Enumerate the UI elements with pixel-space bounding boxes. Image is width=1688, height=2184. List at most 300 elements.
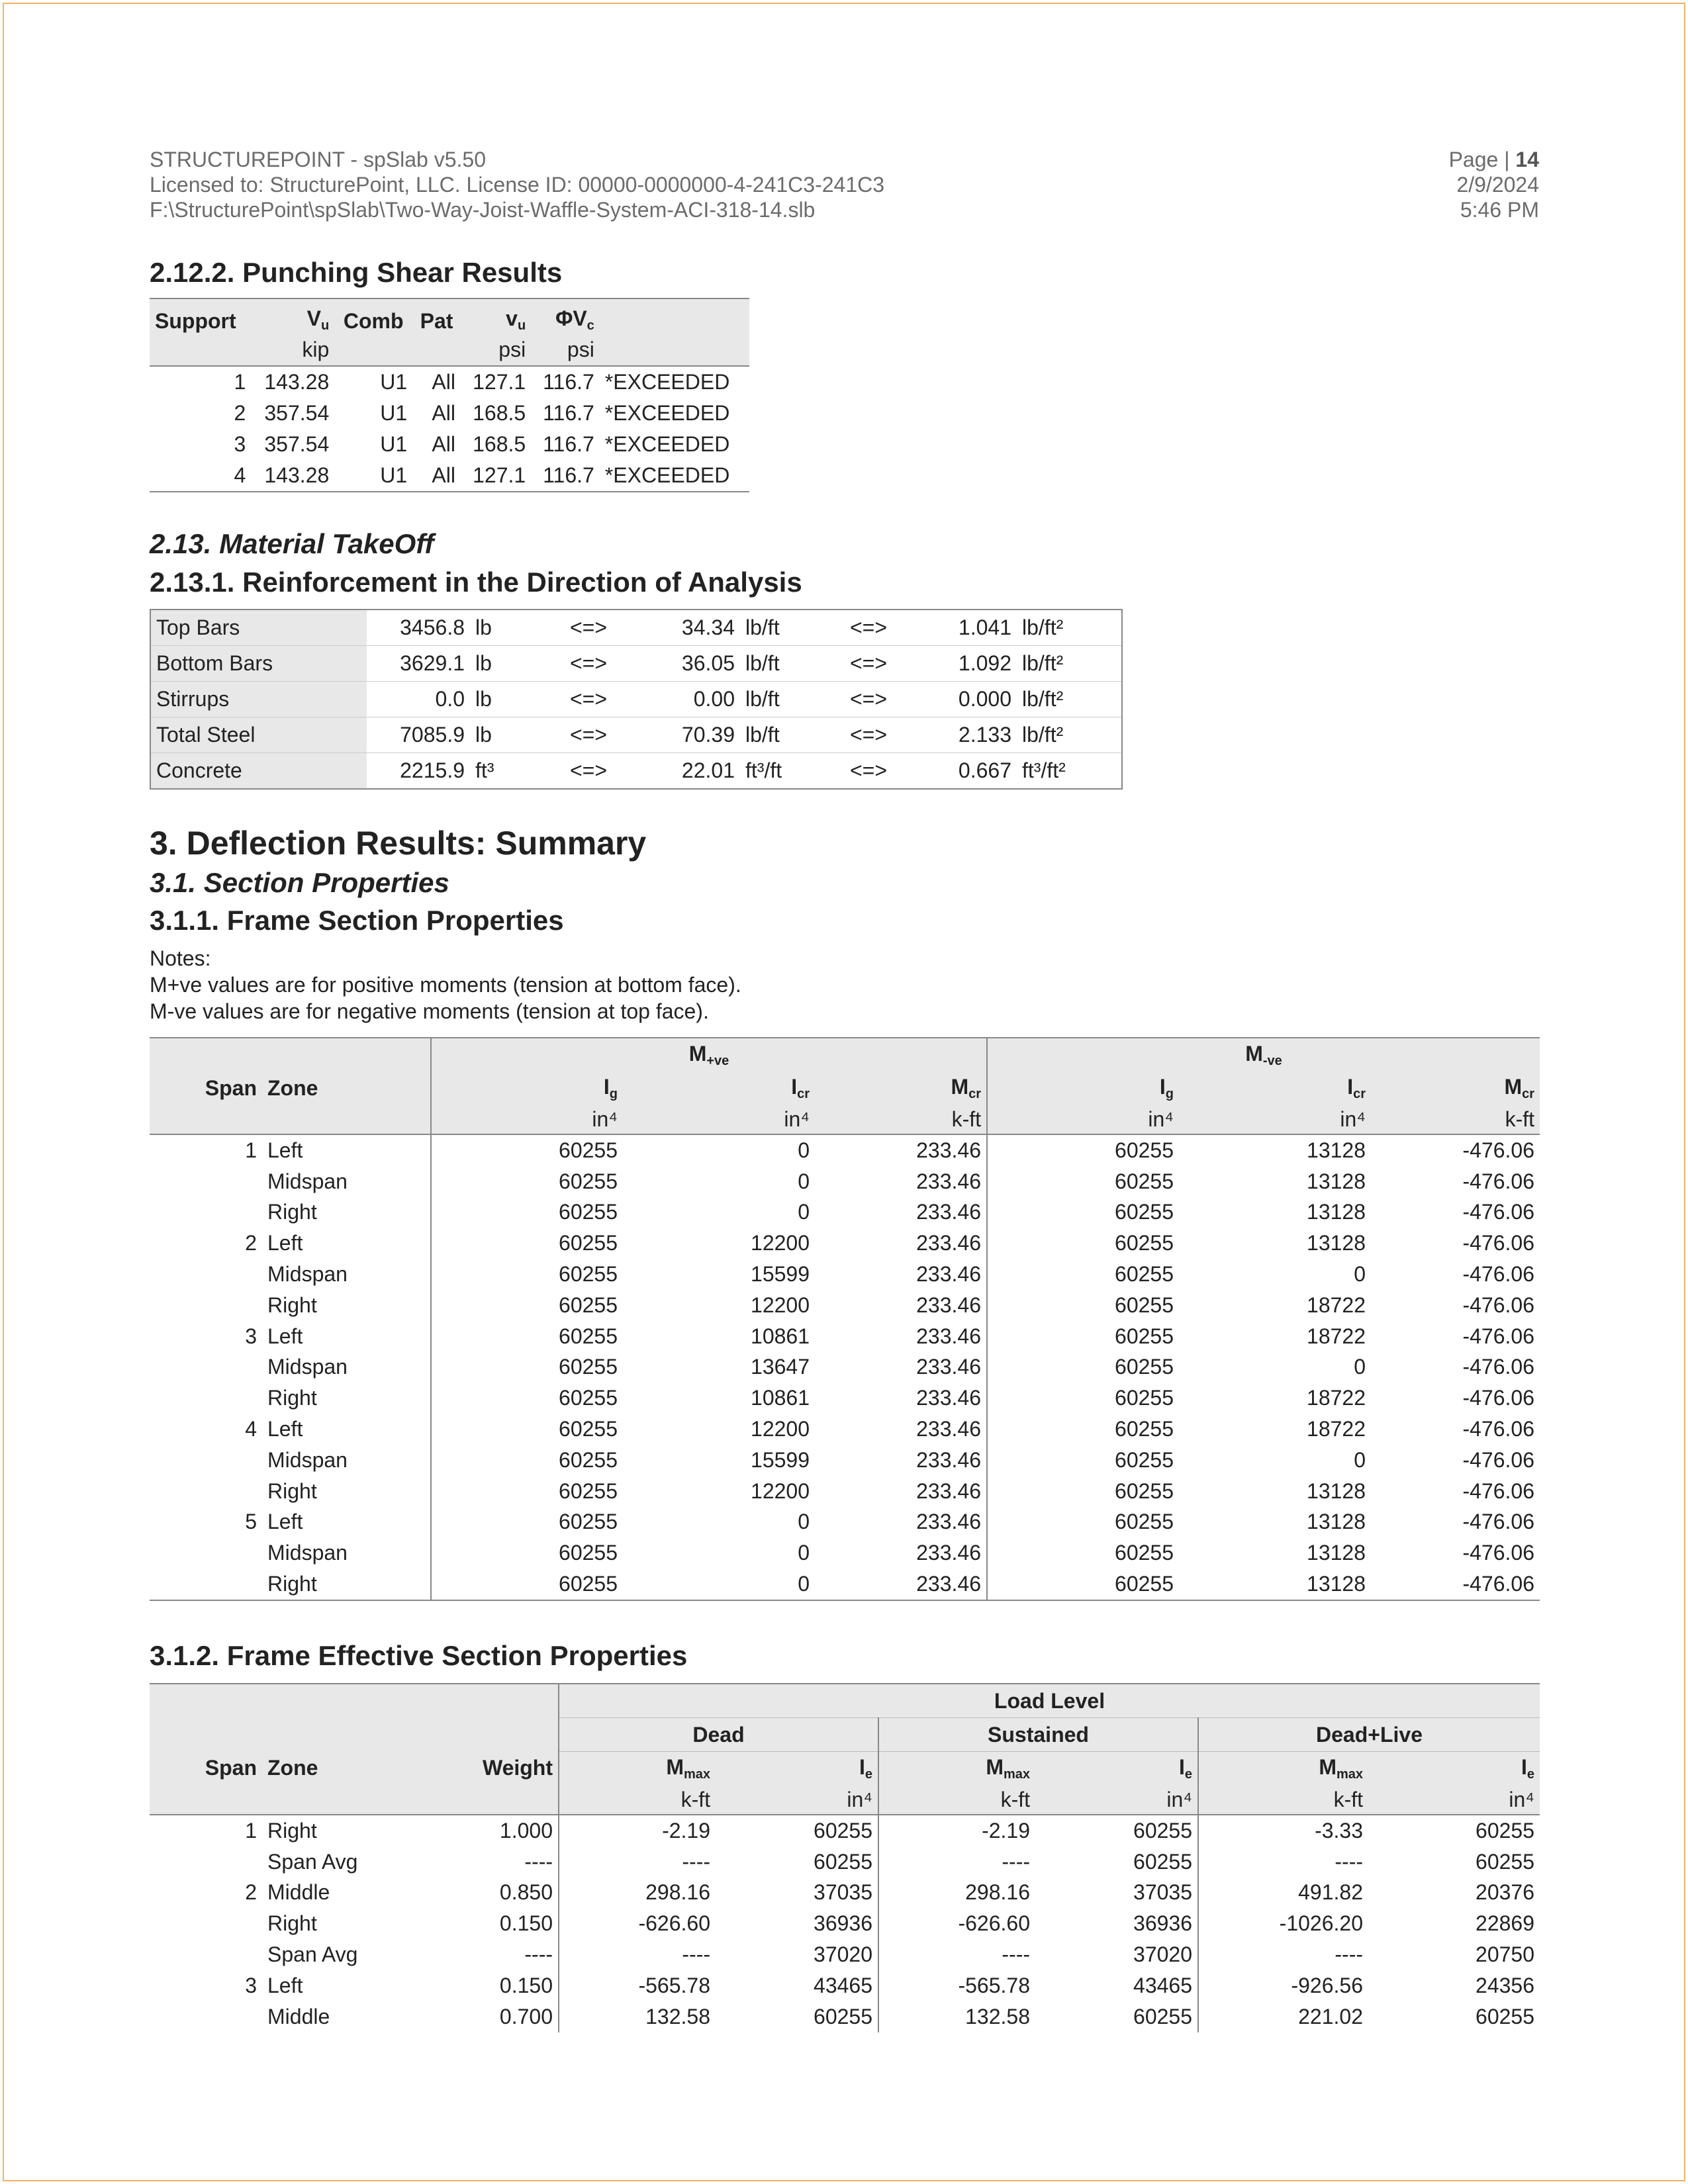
mcr-neg-cell: -476.06: [1371, 1569, 1540, 1600]
deadlive-ie-cell: 60255: [1476, 1818, 1534, 1843]
table-row: [150, 1383, 1540, 1414]
ig-pos-cell: 60255: [431, 1569, 623, 1600]
vu-cell: 143.28: [251, 460, 334, 492]
icr-pos-cell: 12200: [751, 1293, 810, 1317]
ig-neg-cell: 60255: [987, 1259, 1179, 1290]
zone-cell: Right: [267, 1818, 317, 1843]
note-negative: M-ve values are for negative moments (tension at top face).: [150, 999, 709, 1023]
span-cell: 5: [245, 1510, 257, 1534]
table-row: [150, 1352, 1540, 1383]
zone-cell: Midspan: [267, 1447, 348, 1472]
icr-pos-cell: 10861: [751, 1386, 810, 1410]
per-area-unit: ft³/ft²: [1017, 753, 1122, 790]
weight-cell: ----: [524, 1849, 553, 1874]
icr-neg-cell: 18722: [1307, 1417, 1366, 1441]
per-area-value: 2.133: [900, 717, 1017, 753]
table-row: [150, 646, 1122, 682]
span-cell: 2: [245, 1880, 257, 1905]
support-cell: 1: [234, 370, 246, 394]
mcr-pos-cell: 233.46: [916, 1417, 981, 1441]
page-number: 14: [1515, 148, 1539, 171]
table-row: [150, 753, 1122, 790]
unit-in4: in⁴: [1368, 1785, 1540, 1815]
ig-pos-cell: 60255: [431, 1352, 623, 1383]
notes-label: Notes:: [150, 946, 211, 970]
ig-neg-cell: 60255: [987, 1228, 1179, 1259]
span-cell: [150, 1476, 262, 1507]
report-date: 2/9/2024: [1456, 173, 1539, 197]
ig-neg-cell: 60255: [987, 1476, 1179, 1507]
ig-pos-cell: 60255: [431, 1197, 623, 1228]
dead-mmax-cell: -626.60: [559, 1908, 716, 1939]
mcr-neg-cell: -476.06: [1462, 1447, 1534, 1472]
per-length-value: 0.00: [624, 682, 740, 717]
weight-cell: ----: [524, 1942, 553, 1967]
comb-cell: U1: [334, 460, 412, 492]
punching-shear-title: 2.12.2. Punching Shear Results: [150, 257, 563, 288]
sustained-mmax-cell: ----: [878, 1846, 1035, 1878]
col-zone: Zone: [262, 1752, 404, 1786]
mpos-group: $M_{+ve}$: [431, 1038, 987, 1071]
punching-shear-table: [150, 298, 749, 492]
ig-neg-cell: 60255: [987, 1537, 1179, 1569]
span-cell: [150, 1259, 262, 1290]
vus-cell: 127.1: [473, 370, 526, 394]
mcr-pos-cell: 233.46: [916, 1324, 981, 1348]
status-cell: *EXCEEDED: [604, 432, 730, 456]
status-cell: *EXCEEDED: [600, 460, 749, 492]
equivalence-arrow: <=>: [553, 682, 624, 717]
icr-pos-cell: 0: [798, 1200, 810, 1224]
weight-cell: 0.150: [499, 1973, 553, 1997]
deadlive-mmax-cell: -926.56: [1198, 1970, 1368, 2001]
weight-cell: 1.000: [499, 1818, 553, 1843]
ig-pos-cell: 60255: [431, 1476, 623, 1507]
unit-kft: k-ft: [559, 1785, 716, 1815]
mcr-pos-cell: 233.46: [916, 1169, 981, 1193]
deflection-title: 3. Deflection Results: Summary: [150, 825, 647, 862]
mcr-neg-cell: -476.06: [1462, 1200, 1534, 1224]
dead-ie-cell: 36936: [814, 1911, 872, 1936]
zone-cell: Span Avg: [267, 1849, 358, 1874]
software-line: STRUCTUREPOINT - spSlab v5.50: [150, 148, 486, 171]
page-label: Page |: [1448, 148, 1516, 171]
icr-pos-cell: 0: [798, 1169, 810, 1193]
icr-neg-cell: 13128: [1307, 1138, 1366, 1162]
zone-cell: Midspan: [267, 1169, 348, 1193]
zone-cell: Right: [267, 1911, 317, 1936]
deadlive-ie-cell: 20376: [1476, 1880, 1534, 1905]
zone-cell: Left: [267, 1138, 303, 1162]
zone-cell: Right: [267, 1293, 317, 1317]
ig-pos-cell: 60255: [431, 1166, 623, 1197]
ig-pos-cell: 60255: [431, 1445, 623, 1476]
sustained-mmax-cell: 132.58: [878, 2001, 1035, 2032]
unit-kft: k-ft: [1371, 1105, 1540, 1134]
pat-cell: All: [412, 460, 461, 492]
icr-pos-cell: 13647: [751, 1355, 810, 1379]
zone-cell: Left: [267, 1510, 303, 1534]
mcr-neg-cell: -476.06: [1462, 1231, 1534, 1255]
section-properties-title: 3.1. Section Properties: [150, 867, 449, 898]
per-length-unit: ft³/ft: [740, 753, 837, 790]
col-comb: Comb: [334, 298, 412, 335]
table-row: [150, 1569, 1540, 1600]
span-cell: [150, 1569, 262, 1600]
sustained-ie-cell: 37035: [1133, 1880, 1192, 1905]
dead-mmax-cell: -565.78: [559, 1970, 716, 2001]
ig-neg-cell: 60255: [987, 1166, 1179, 1197]
unit-in4: in⁴: [716, 1785, 878, 1815]
notes: [150, 945, 741, 1024]
zone-cell: Right: [262, 1569, 431, 1600]
ig-pos-cell: 60255: [431, 1414, 623, 1445]
per-area-unit: lb/ft²: [1017, 717, 1122, 753]
dead-mmax-cell: -2.19: [559, 1815, 716, 1846]
col-weight: Weight: [404, 1752, 559, 1786]
phivc-cell: 116.7: [543, 432, 594, 456]
weight-cell: 0.700: [499, 2004, 553, 2028]
total-value: 0.0: [367, 682, 470, 717]
zone-cell: Right: [267, 1479, 317, 1503]
equivalence-arrow: <=>: [553, 753, 624, 790]
unit-in4: in⁴: [623, 1105, 815, 1134]
mcr-neg-cell: -476.06: [1462, 1355, 1534, 1379]
sustained-mmax-cell: 298.16: [878, 1878, 1035, 1909]
sustained-ie-cell: 43465: [1133, 1973, 1192, 1997]
span-cell: [150, 1846, 262, 1878]
zone-cell: Left: [267, 1231, 303, 1255]
ig-neg-cell: 60255: [987, 1507, 1179, 1538]
deadlive-mmax-cell: ----: [1198, 1939, 1368, 1970]
ig-neg-cell: 60255: [987, 1134, 1179, 1166]
ig-neg-cell: 60255: [987, 1414, 1179, 1445]
table-row: [150, 1228, 1540, 1259]
mcr-neg-cell: -476.06: [1462, 1386, 1534, 1410]
per-length-unit: lb/ft: [740, 610, 837, 646]
table-row: [150, 1166, 1540, 1197]
table-row: [150, 1445, 1540, 1476]
ig-pos-cell: 60255: [431, 1321, 623, 1352]
material-name: Concrete: [150, 753, 367, 790]
col-vus: $v_u$: [461, 298, 531, 335]
sustained-ie-cell: 36936: [1133, 1911, 1192, 1936]
span-cell: [150, 1166, 262, 1197]
phivc-cell: 116.7: [531, 460, 600, 492]
span-cell: [150, 1908, 262, 1939]
table-row: [150, 1134, 1540, 1166]
col-vu: $V_u$: [251, 298, 334, 335]
col-mmax: $M_{max}$: [1198, 1752, 1368, 1786]
table-row: [150, 398, 749, 429]
per-length-unit: lb/ft: [740, 682, 837, 717]
page-number-line: [1449, 147, 1539, 172]
unit-in4: in⁴: [1035, 1785, 1198, 1815]
total-value: 3456.8: [367, 610, 470, 646]
zone-cell: Left: [267, 1417, 303, 1441]
per-length-value: 70.39: [624, 717, 740, 753]
sustained-mmax-cell: ----: [878, 1939, 1035, 1970]
icr-pos-cell: 12200: [751, 1479, 810, 1503]
col-status: [600, 298, 749, 335]
unit-kft: k-ft: [1198, 1785, 1368, 1815]
col-phivc: $\Phi V_c$: [531, 298, 600, 335]
dead-ie-cell: 43465: [814, 1973, 872, 1997]
ig-neg-cell: 60255: [987, 1383, 1179, 1414]
mcr-neg-cell: -476.06: [1462, 1479, 1534, 1503]
icr-pos-cell: 0: [798, 1510, 810, 1534]
dead-mmax-cell: ----: [559, 1846, 716, 1878]
mcr-pos-cell: 233.46: [916, 1262, 981, 1287]
total-unit: lb: [470, 682, 553, 717]
per-length-unit: lb/ft: [740, 717, 837, 753]
page-info: [1449, 147, 1539, 222]
table-row: [150, 460, 749, 492]
per-area-value: 1.092: [900, 646, 1017, 682]
table-row: [150, 1259, 1540, 1290]
equivalence-arrow: <=>: [553, 610, 624, 646]
material-name: Top Bars: [150, 610, 367, 646]
col-ie: $I_e$: [1035, 1752, 1198, 1786]
table-row: [150, 1321, 1540, 1352]
sustained-ie-cell: 60255: [1133, 1849, 1192, 1874]
col-span: Span: [150, 1752, 262, 1786]
vu-cell: 357.54: [264, 432, 330, 456]
ig-pos-cell: 60255: [431, 1134, 623, 1166]
deadlive-mmax-cell: -3.33: [1198, 1815, 1368, 1846]
material-takeoff-title: 2.13. Material TakeOff: [150, 528, 434, 559]
table-row: [150, 1476, 1540, 1507]
table-row: [150, 1908, 1540, 1939]
col-icr: $I_{cr}$: [1179, 1071, 1371, 1105]
total-unit: ft³: [470, 753, 553, 790]
sustained-header: Sustained: [878, 1718, 1198, 1752]
unit-in4: in⁴: [431, 1105, 623, 1134]
col-zone: Zone: [262, 1071, 431, 1105]
dead-ie-cell: 60255: [814, 1849, 872, 1874]
zone-cell: Right: [267, 1386, 317, 1410]
status-cell: *EXCEEDED: [604, 401, 730, 425]
total-value: 7085.9: [367, 717, 470, 753]
ig-neg-cell: 60255: [987, 1445, 1179, 1476]
ig-pos-cell: 60255: [431, 1507, 623, 1538]
total-value: 3629.1: [367, 646, 470, 682]
span-cell: 3: [245, 1324, 257, 1348]
comb-cell: U1: [380, 370, 408, 394]
dead-header: Dead: [559, 1718, 878, 1752]
icr-pos-cell: 12200: [751, 1417, 810, 1441]
vus-cell: 168.5: [473, 401, 526, 425]
deadlive-ie-cell: 60255: [1476, 1849, 1534, 1874]
unit-kip: kip: [251, 335, 334, 366]
sustained-ie-cell: 60255: [1133, 2004, 1192, 2028]
ig-pos-cell: 60255: [431, 1228, 623, 1259]
pat-cell: All: [432, 432, 455, 456]
equivalence-arrow: <=>: [837, 682, 900, 717]
mcr-neg-cell: -476.06: [1462, 1417, 1534, 1441]
mcr-pos-cell: 233.46: [916, 1355, 981, 1379]
span-cell: [150, 1939, 262, 1970]
icr-pos-cell: 0: [798, 1541, 810, 1565]
table-row: [150, 366, 749, 398]
vus-cell: 127.1: [461, 460, 531, 492]
table-row: [150, 1815, 1540, 1846]
mcr-pos-cell: 233.46: [916, 1541, 981, 1565]
col-mcr: $M_{cr}$: [1371, 1071, 1540, 1105]
mcr-pos-cell: 233.46: [916, 1293, 981, 1317]
table-row: [150, 2001, 1540, 2032]
span-cell: [150, 1537, 262, 1569]
ig-pos-cell: 60255: [431, 1383, 623, 1414]
col-ig: $I_g$: [987, 1071, 1179, 1105]
icr-neg-cell: 13128: [1307, 1510, 1366, 1534]
zone-cell: Right: [267, 1200, 317, 1224]
icr-pos-cell: 12200: [751, 1231, 810, 1255]
support-cell: 4: [150, 460, 251, 492]
icr-neg-cell: 18722: [1307, 1293, 1366, 1317]
icr-pos-cell: 0: [798, 1138, 810, 1162]
table-row: [150, 1507, 1540, 1538]
ig-neg-cell: 60255: [987, 1290, 1179, 1321]
zone-cell: Left: [267, 1324, 303, 1348]
col-ie: $I_e$: [716, 1752, 878, 1786]
deadlive-mmax-cell: 491.82: [1198, 1878, 1368, 1909]
zone-cell: Midspan: [267, 1262, 348, 1287]
dead-live-header: Dead+Live: [1198, 1718, 1540, 1752]
span-cell: 1: [245, 1138, 257, 1162]
span-cell: 2: [245, 1231, 257, 1255]
per-area-unit: lb/ft²: [1017, 646, 1122, 682]
per-length-value: 36.05: [624, 646, 740, 682]
frame-effective-title: 3.1.2. Frame Effective Section Properties: [150, 1640, 688, 1671]
zone-cell: Midspan: [267, 1355, 348, 1379]
mcr-neg-cell: -476.06: [1462, 1510, 1534, 1534]
material-name: Total Steel: [150, 717, 367, 753]
table-row: [150, 1878, 1540, 1909]
per-length-value: 34.34: [624, 610, 740, 646]
span-cell: 4: [245, 1417, 257, 1441]
dead-ie-cell: 60255: [814, 1818, 872, 1843]
icr-neg-cell: 18722: [1307, 1324, 1366, 1348]
span-cell: [150, 1383, 262, 1414]
phivc-cell: 116.7: [543, 370, 594, 394]
frame-effective-properties-table: [150, 1683, 1540, 2032]
col-ie: $I_e$: [1368, 1752, 1540, 1786]
dead-ie-cell: 37020: [814, 1942, 872, 1967]
ig-neg-cell: 60255: [987, 1321, 1179, 1352]
per-length-value: 22.01: [624, 753, 740, 790]
unit-kft: k-ft: [878, 1785, 1035, 1815]
col-icr: $I_{cr}$: [623, 1071, 815, 1105]
mcr-neg-cell: -476.06: [1462, 1262, 1534, 1287]
mcr-neg-cell: -476.06: [1462, 1541, 1534, 1565]
vu-cell: 357.54: [264, 401, 330, 425]
mcr-neg-cell: -476.06: [1462, 1293, 1534, 1317]
sustained-mmax-cell: -565.78: [878, 1970, 1035, 2001]
deadlive-mmax-cell: 221.02: [1198, 2001, 1368, 2032]
equivalence-arrow: <=>: [553, 717, 624, 753]
icr-neg-cell: 13128: [1307, 1200, 1366, 1224]
table-row: [150, 1939, 1540, 1970]
per-area-unit: lb/ft²: [1017, 682, 1122, 717]
dead-mmax-cell: 298.16: [559, 1878, 716, 1909]
table-row: [150, 1846, 1540, 1878]
mcr-pos-cell: 233.46: [916, 1447, 981, 1472]
col-ig: $I_g$: [431, 1071, 623, 1105]
sustained-ie-cell: 60255: [1133, 1818, 1192, 1843]
mcr-pos-cell: 233.46: [916, 1138, 981, 1162]
deadlive-ie-cell: 60255: [1476, 2004, 1534, 2028]
material-name: Bottom Bars: [150, 646, 367, 682]
mcr-pos-cell: 233.46: [916, 1479, 981, 1503]
note-positive: M+ve values are for positive moments (tension at bottom face).: [150, 973, 741, 997]
equivalence-arrow: <=>: [553, 646, 624, 682]
zone-cell: Span Avg: [267, 1942, 358, 1967]
deadlive-ie-cell: 20750: [1476, 1942, 1534, 1967]
per-area-value: 0.667: [900, 753, 1017, 790]
reinforcement-title: 2.13.1. Reinforcement in the Direction of Analysis: [150, 567, 802, 598]
mcr-pos-cell: 233.46: [916, 1231, 981, 1255]
col-mmax: $M_{max}$: [559, 1752, 716, 1786]
dead-ie-cell: 37035: [814, 1880, 872, 1905]
table-row: [150, 1537, 1540, 1569]
ig-neg-cell: 60255: [987, 1352, 1179, 1383]
dead-mmax-cell: ----: [559, 1939, 716, 1970]
unit-in4: in⁴: [987, 1105, 1179, 1134]
col-pat: Pat: [412, 298, 461, 335]
sustained-mmax-cell: -2.19: [878, 1815, 1035, 1846]
material-takeoff-table: [150, 609, 1123, 790]
pat-cell: All: [432, 401, 455, 425]
report-header: [150, 147, 884, 222]
equivalence-arrow: <=>: [837, 646, 900, 682]
span-cell: [150, 2001, 262, 2032]
ig-pos-cell: 60255: [431, 1537, 623, 1569]
ig-pos-cell: 60255: [431, 1259, 623, 1290]
table-row: [150, 429, 749, 460]
table-row: [150, 1970, 1540, 2001]
ig-neg-cell: 60255: [987, 1569, 1179, 1600]
vus-cell: 168.5: [473, 432, 526, 456]
per-area-value: 1.041: [900, 610, 1017, 646]
total-unit: lb: [470, 610, 553, 646]
equivalence-arrow: <=>: [837, 753, 900, 790]
icr-pos-cell: 15599: [751, 1447, 810, 1472]
icr-neg-cell: 13128: [1307, 1169, 1366, 1193]
per-area-value: 0.000: [900, 682, 1017, 717]
ig-pos-cell: 60255: [431, 1290, 623, 1321]
table-row: [150, 610, 1122, 646]
ig-neg-cell: 60255: [987, 1197, 1179, 1228]
icr-neg-cell: 13128: [1307, 1231, 1366, 1255]
icr-pos-cell: 0: [623, 1569, 815, 1600]
pat-cell: All: [432, 370, 455, 394]
material-name: Stirrups: [150, 682, 367, 717]
status-cell: *EXCEEDED: [604, 370, 730, 394]
icr-pos-cell: 15599: [751, 1262, 810, 1287]
table-row: [150, 717, 1122, 753]
per-area-unit: lb/ft²: [1017, 610, 1122, 646]
dead-ie-cell: 60255: [814, 2004, 872, 2028]
zone-cell: Middle: [267, 2004, 330, 2028]
sustained-ie-cell: 37020: [1133, 1942, 1192, 1967]
mneg-group: $M_{-ve}$: [987, 1038, 1540, 1071]
total-unit: lb: [470, 646, 553, 682]
unit-in4: in⁴: [1179, 1105, 1371, 1134]
col-mmax: $M_{max}$: [878, 1752, 1035, 1786]
license-line: Licensed to: StructurePoint, LLC. License ID: 00000-0000000-4-241C3-241C3: [150, 173, 885, 197]
deadlive-ie-cell: 22869: [1476, 1911, 1534, 1936]
